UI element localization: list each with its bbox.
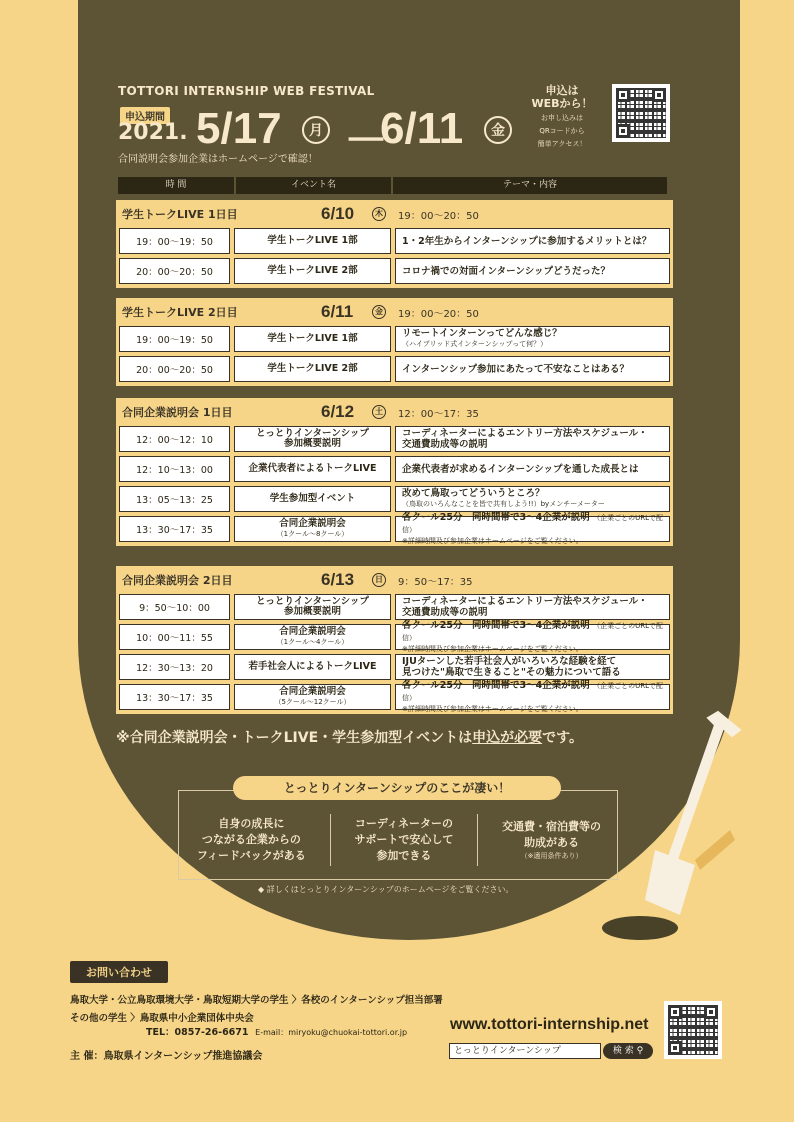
row-theme-sub: ※詳細時間及び参加企業はホームページをご覧ください。 — [402, 536, 583, 545]
section-date: 6/13 — [321, 570, 355, 589]
feature-line: サポートで安心して — [354, 833, 454, 846]
feature-note: （※適用条件あり） — [520, 852, 583, 860]
row-event: 企業代表者によるトークLIVE — [234, 456, 391, 482]
row-theme-main: コーディネーターによるエントリー方法やスケジュール・ — [402, 596, 648, 607]
section-title: 合同企業説明会 2日目 — [122, 574, 233, 587]
col-time: 時 間 — [118, 177, 234, 194]
row-time: 12：10～13：00 — [119, 456, 230, 482]
apply-note2: QRコードから — [539, 127, 585, 135]
contact-email[interactable]: E-mail：miryoku@chuokai-tottori.or.jp — [255, 1028, 408, 1037]
feature-line: フィードバックがある — [196, 849, 306, 862]
row-theme — [395, 679, 670, 713]
contact-phone-email — [146, 1024, 407, 1038]
period-badge: 申込期間 — [120, 107, 170, 124]
section-time: 19：00～20：50 — [398, 210, 479, 222]
row-time: 12：00～12：10 — [119, 426, 230, 452]
shovel-illustration — [600, 700, 750, 940]
row-theme-sub: ※詳細時間及び参加企業はホームページをご覧ください。 — [402, 644, 583, 653]
row-event-sub: 参加概要説明 — [283, 438, 341, 449]
organizer: 主 催：鳥取県インターンシップ推進協議会 — [70, 1051, 263, 1062]
section-dow: 金 — [372, 305, 386, 319]
row-theme-main: 各クール25分 同時間帯で3～4企業が説明 — [402, 511, 590, 523]
shovel-icon — [645, 712, 740, 915]
row-theme: 企業代表者が求めるインターンシップを通した成長とは — [395, 456, 670, 482]
row-event — [234, 624, 391, 650]
row-theme-sub: （ハイブリッド式インターンシップって何？） — [402, 340, 548, 348]
row-time: 9：50～10：00 — [119, 594, 230, 620]
row-theme-main: 各クール25分 同時間帯で3～4企業が説明 — [402, 619, 590, 631]
table-row — [119, 654, 670, 680]
row-event: 学生参加型イベント — [234, 486, 391, 512]
divider — [330, 814, 331, 866]
section-dow: 木 — [372, 207, 386, 221]
row-theme-main: 各クール25分 同時間帯で3～4企業が説明 — [402, 679, 590, 691]
row-event-sub: 参加概要説明 — [283, 606, 341, 617]
row-theme-line2: 交通費助成等の説明 — [402, 439, 488, 450]
row-time: 20：00～20：50 — [119, 258, 230, 284]
row-event: 学生トークLIVE 2部 — [234, 356, 391, 382]
required-emphasis: 申込が必要 — [472, 730, 543, 746]
row-event: 学生トークLIVE 1部 — [234, 326, 391, 352]
website-url[interactable]: www.tottori-internship.net — [450, 1016, 649, 1033]
date-dash: － — [344, 116, 388, 165]
row-theme — [395, 326, 670, 352]
row-theme — [395, 594, 670, 620]
row-event — [234, 516, 391, 542]
required-prefix: ※合同企業説明会・トークLIVE・学生参加型イベントは — [116, 730, 473, 746]
table-row — [119, 426, 670, 452]
table-row — [119, 456, 670, 482]
section-date: 6/10 — [321, 204, 355, 223]
row-time: 13：30～17：35 — [119, 684, 230, 710]
row-theme-main: リモートインターンってどんな感じ？ — [402, 328, 562, 339]
feature-line: コーディネーターの — [354, 817, 453, 830]
start-date: 5/17 — [196, 104, 282, 153]
section-date: 6/11 — [321, 302, 354, 321]
col-theme: テーマ・内容 — [393, 177, 667, 194]
feature-line: 自身の成長に — [218, 817, 285, 830]
row-theme — [395, 654, 670, 680]
apply-line2: WEBから！ — [531, 97, 593, 110]
contact-line-others: その他の学生 〉鳥取県中小企業団体中央会 — [70, 1013, 254, 1024]
feature-subsidy — [502, 819, 601, 861]
row-event-sub: （1クール～8クール） — [276, 530, 349, 538]
row-event-sub: （1クール～4クール） — [276, 638, 349, 646]
row-theme: インターンシップ参加にあたって不安なことはある？ — [395, 356, 670, 382]
row-theme-sub: （鳥取のいろんなことを皆で共有しよう!!）byメンチーメーター — [402, 500, 605, 508]
year: 2021. — [118, 120, 188, 145]
feature-coordinator — [354, 816, 453, 864]
table-row — [119, 326, 670, 352]
required-suffix: です。 — [542, 730, 584, 746]
row-theme — [395, 486, 670, 512]
row-event-sub: （5クール～12クール） — [274, 698, 351, 706]
row-event-main: とっとりインターンシップ — [256, 596, 369, 607]
features-row — [185, 814, 613, 866]
feature-line: 交通費・宿泊費等の — [502, 820, 602, 833]
section-title: 学生トークLIVE 1日目 — [122, 208, 238, 221]
contact-tel: TEL：0857-26-6671 — [146, 1027, 249, 1038]
row-theme-note: （企業ごとのURLで配信） — [402, 681, 663, 702]
soil-mound — [602, 916, 678, 940]
contact-line-universities: 鳥取大学・公立鳥取環境大学・鳥取短期大学の学生 〉各校のインターンシップ担当部署 — [70, 995, 443, 1006]
row-theme-line2: 見つけた"鳥取で生きること"その魅力について語る — [402, 667, 621, 678]
row-event-main: 合同企業説明会 — [279, 626, 346, 637]
row-event-main: 合同企業説明会 — [279, 686, 346, 697]
row-time: 13：05～13：25 — [119, 486, 230, 512]
search-button[interactable] — [603, 1043, 653, 1059]
row-theme: コロナ禍での対面インターンシップどうだった？ — [395, 258, 670, 284]
section-joint-briefing-day1 — [116, 398, 673, 546]
section-time: 12：00～17：35 — [398, 408, 479, 420]
table-row — [119, 258, 670, 284]
section-dow: 土 — [372, 405, 386, 419]
end-date: 6/11 — [380, 104, 464, 153]
end-dow: 金 — [484, 116, 512, 144]
section-title: 合同企業説明会 1日目 — [122, 406, 233, 419]
qr-code-bottom[interactable] — [664, 1001, 722, 1059]
row-theme — [395, 511, 670, 545]
start-dow: 月 — [302, 116, 330, 144]
search-button-label: 検 索 — [612, 1046, 634, 1056]
schedule-column-header — [118, 177, 669, 194]
qr-code-top[interactable] — [612, 84, 670, 142]
row-event — [234, 426, 391, 452]
divider — [477, 814, 478, 866]
row-time: 19：00～19：50 — [119, 228, 230, 254]
section-talk-live-day2 — [116, 298, 673, 386]
feature-line: つながる企業からの — [201, 833, 301, 846]
search-icon: ⚲ — [636, 1046, 644, 1056]
section-time: 19：00～20：50 — [398, 308, 479, 320]
section-date: 6/12 — [321, 402, 355, 421]
row-time: 12：30～13：20 — [119, 654, 230, 680]
apply-note1: お申し込みは — [541, 114, 583, 122]
row-theme-sub: ※詳細時間及び参加企業はホームページをご覧ください。 — [402, 704, 583, 713]
table-row — [119, 486, 670, 512]
table-row — [119, 679, 670, 713]
table-row — [119, 228, 670, 254]
section-talk-live-day1 — [116, 200, 673, 288]
feature-feedback — [197, 816, 306, 864]
row-theme: 1・2年生からインターンシップに参加するメリットとは？ — [395, 228, 670, 254]
row-theme-note: （企業ごとのURLで配信） — [402, 513, 663, 534]
apply-web-note — [522, 84, 602, 149]
row-event-main: とっとりインターンシップ — [256, 428, 369, 439]
apply-line1: 申込は — [545, 84, 579, 97]
row-event: 学生トークLIVE 1部 — [234, 228, 391, 254]
table-row — [119, 511, 670, 545]
section-title: 学生トークLIVE 2日目 — [122, 306, 238, 319]
section-dow: 日 — [372, 573, 386, 587]
search-input[interactable]: とっとりインターンシップ — [449, 1043, 601, 1059]
row-event — [234, 594, 391, 620]
row-time: 19：00～19：50 — [119, 326, 230, 352]
row-time: 10：00～11：55 — [119, 624, 230, 650]
row-time: 20：00～20：50 — [119, 356, 230, 382]
participating-companies-note: 合同説明会参加企業はホームページで確認！ — [118, 154, 318, 165]
row-theme — [395, 426, 670, 452]
row-time: 13：30～17：35 — [119, 516, 230, 542]
awesome-title: とっとりインターンシップのここが凄い！ — [233, 776, 561, 800]
row-theme-line2: 交通費助成等の説明 — [402, 607, 488, 618]
row-event-main: 合同企業説明会 — [279, 518, 346, 529]
row-event — [234, 684, 391, 710]
row-theme-main: IJUターンした若手社会人がいろいろな経験を経て — [402, 656, 617, 667]
table-row — [119, 356, 670, 382]
table-row — [119, 619, 670, 653]
feature-line: 助成がある — [524, 836, 580, 849]
row-event: 学生トークLIVE 2部 — [234, 258, 391, 284]
detail-note: ◆ 詳しくはとっとりインターンシップのホームページをご覧ください。 — [258, 885, 514, 894]
contact-badge: お問い合わせ — [70, 961, 168, 983]
table-row — [119, 594, 670, 620]
row-event: 若手社会人によるトークLIVE — [234, 654, 391, 680]
section-time: 9：50～17：35 — [398, 576, 473, 588]
apply-note3: 簡単アクセス！ — [537, 140, 587, 148]
registration-required-note — [116, 727, 583, 747]
section-joint-briefing-day2 — [116, 566, 673, 714]
row-theme-main: コーディネーターによるエントリー方法やスケジュール・ — [402, 428, 648, 439]
col-event: イベント名 — [236, 177, 391, 194]
row-theme-note: （企業ごとのURLで配信） — [402, 621, 663, 642]
row-theme-main: 改めて鳥取ってどういうところ？ — [402, 488, 545, 499]
festival-title: TOTTORI INTERNSHIP WEB FESTIVAL — [118, 84, 375, 98]
feature-line: 参加できる — [376, 849, 432, 862]
row-theme — [395, 619, 670, 653]
